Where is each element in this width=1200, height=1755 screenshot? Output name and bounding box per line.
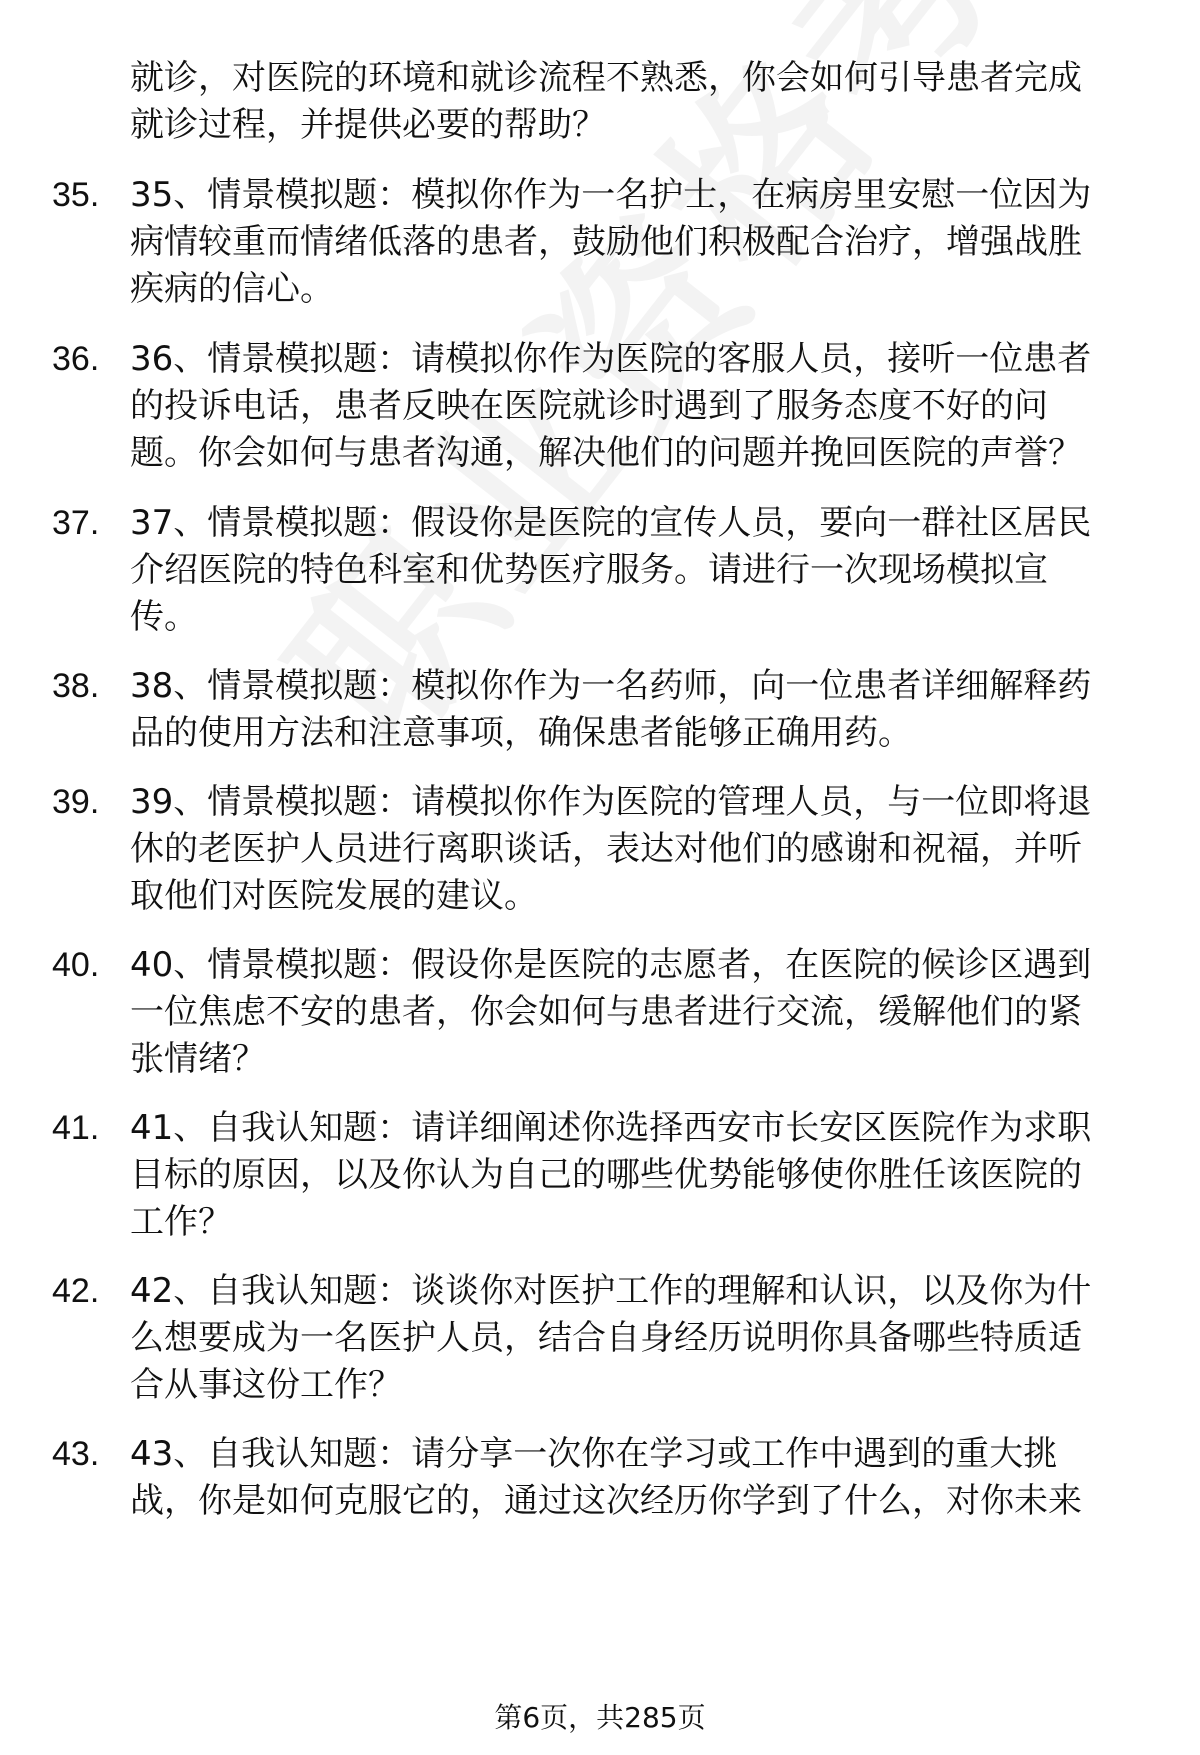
item-number: 37. <box>52 504 100 542</box>
item-number: 39. <box>52 783 100 821</box>
item-text: 40、情景模拟题：假设你是医院的志愿者，在医院的候诊区遇到 一位焦虑不安的患者，你会如何与患者进行交流，缓解他们的紧 张情绪？ <box>130 945 1092 1079</box>
item-text: 41、自我认知题：请详细阐述你选择西安市长安区医院作为求职 目标的原因，以及你认为自己的哪些优势能够使你胜任该医院的 工作？ <box>130 1108 1092 1242</box>
item-number: 43. <box>52 1435 100 1473</box>
page-footer: 第6页，共285页 <box>494 1701 706 1734</box>
item-text: 39、情景模拟题：请模拟你作为医院的管理人员，与一位即将退 休的老医护人员进行离职谈话，表达对他们的感谢和祝福，并听 取他们对医院发展的建议。 <box>130 782 1092 916</box>
item-text: 36、情景模拟题：请模拟你作为医院的客服人员，接听一位患者 的投诉电话，患者反映在医院就诊时遇到了服务态度不好的问 题。你会如何与患者沟通，解决他们的问题并挽回医院的声誉？ <box>130 339 1092 473</box>
item-text: 37、情景模拟题：假设你是医院的宣传人员，要向一群社区居民 介绍医院的特色科室和优势医疗服务。请进行一次现场模拟宣 传。 <box>130 503 1092 637</box>
item-number: 41. <box>52 1109 100 1147</box>
item-text: 38、情景模拟题：模拟你作为一名药师，向一位患者详细解释药 品的使用方法和注意事项，确保患者能够正确用药。 <box>130 666 1092 753</box>
item-number: 35. <box>52 176 100 214</box>
item-number: 42. <box>52 1272 100 1310</box>
item-text: 42、自我认知题：谈谈你对医护工作的理解和认识，以及你为什 么想要成为一名医护人员，结合自身经历说明你具备哪些特质适 合从事这份工作？ <box>130 1271 1092 1405</box>
item-text: 35、情景模拟题：模拟你作为一名护士，在病房里安慰一位因为 病情较重而情绪低落的患者，鼓励他们积极配合治疗，增强战胜 疾病的信心。 <box>130 175 1092 309</box>
item-text: 43、自我认知题：请分享一次你在学习或工作中遇到的重大挑 战，你是如何克服它的，通过这次经历你学到了什么，对你未来 <box>130 1434 1082 1521</box>
item-number: 36. <box>52 340 100 378</box>
continuation-paragraph: 就诊，对医院的环境和就诊流程不熟悉，你会如何引导患者完成 就诊过程，并提供必要的帮助？ <box>130 58 1082 145</box>
item-number: 38. <box>52 667 100 705</box>
item-number: 40. <box>52 946 100 984</box>
